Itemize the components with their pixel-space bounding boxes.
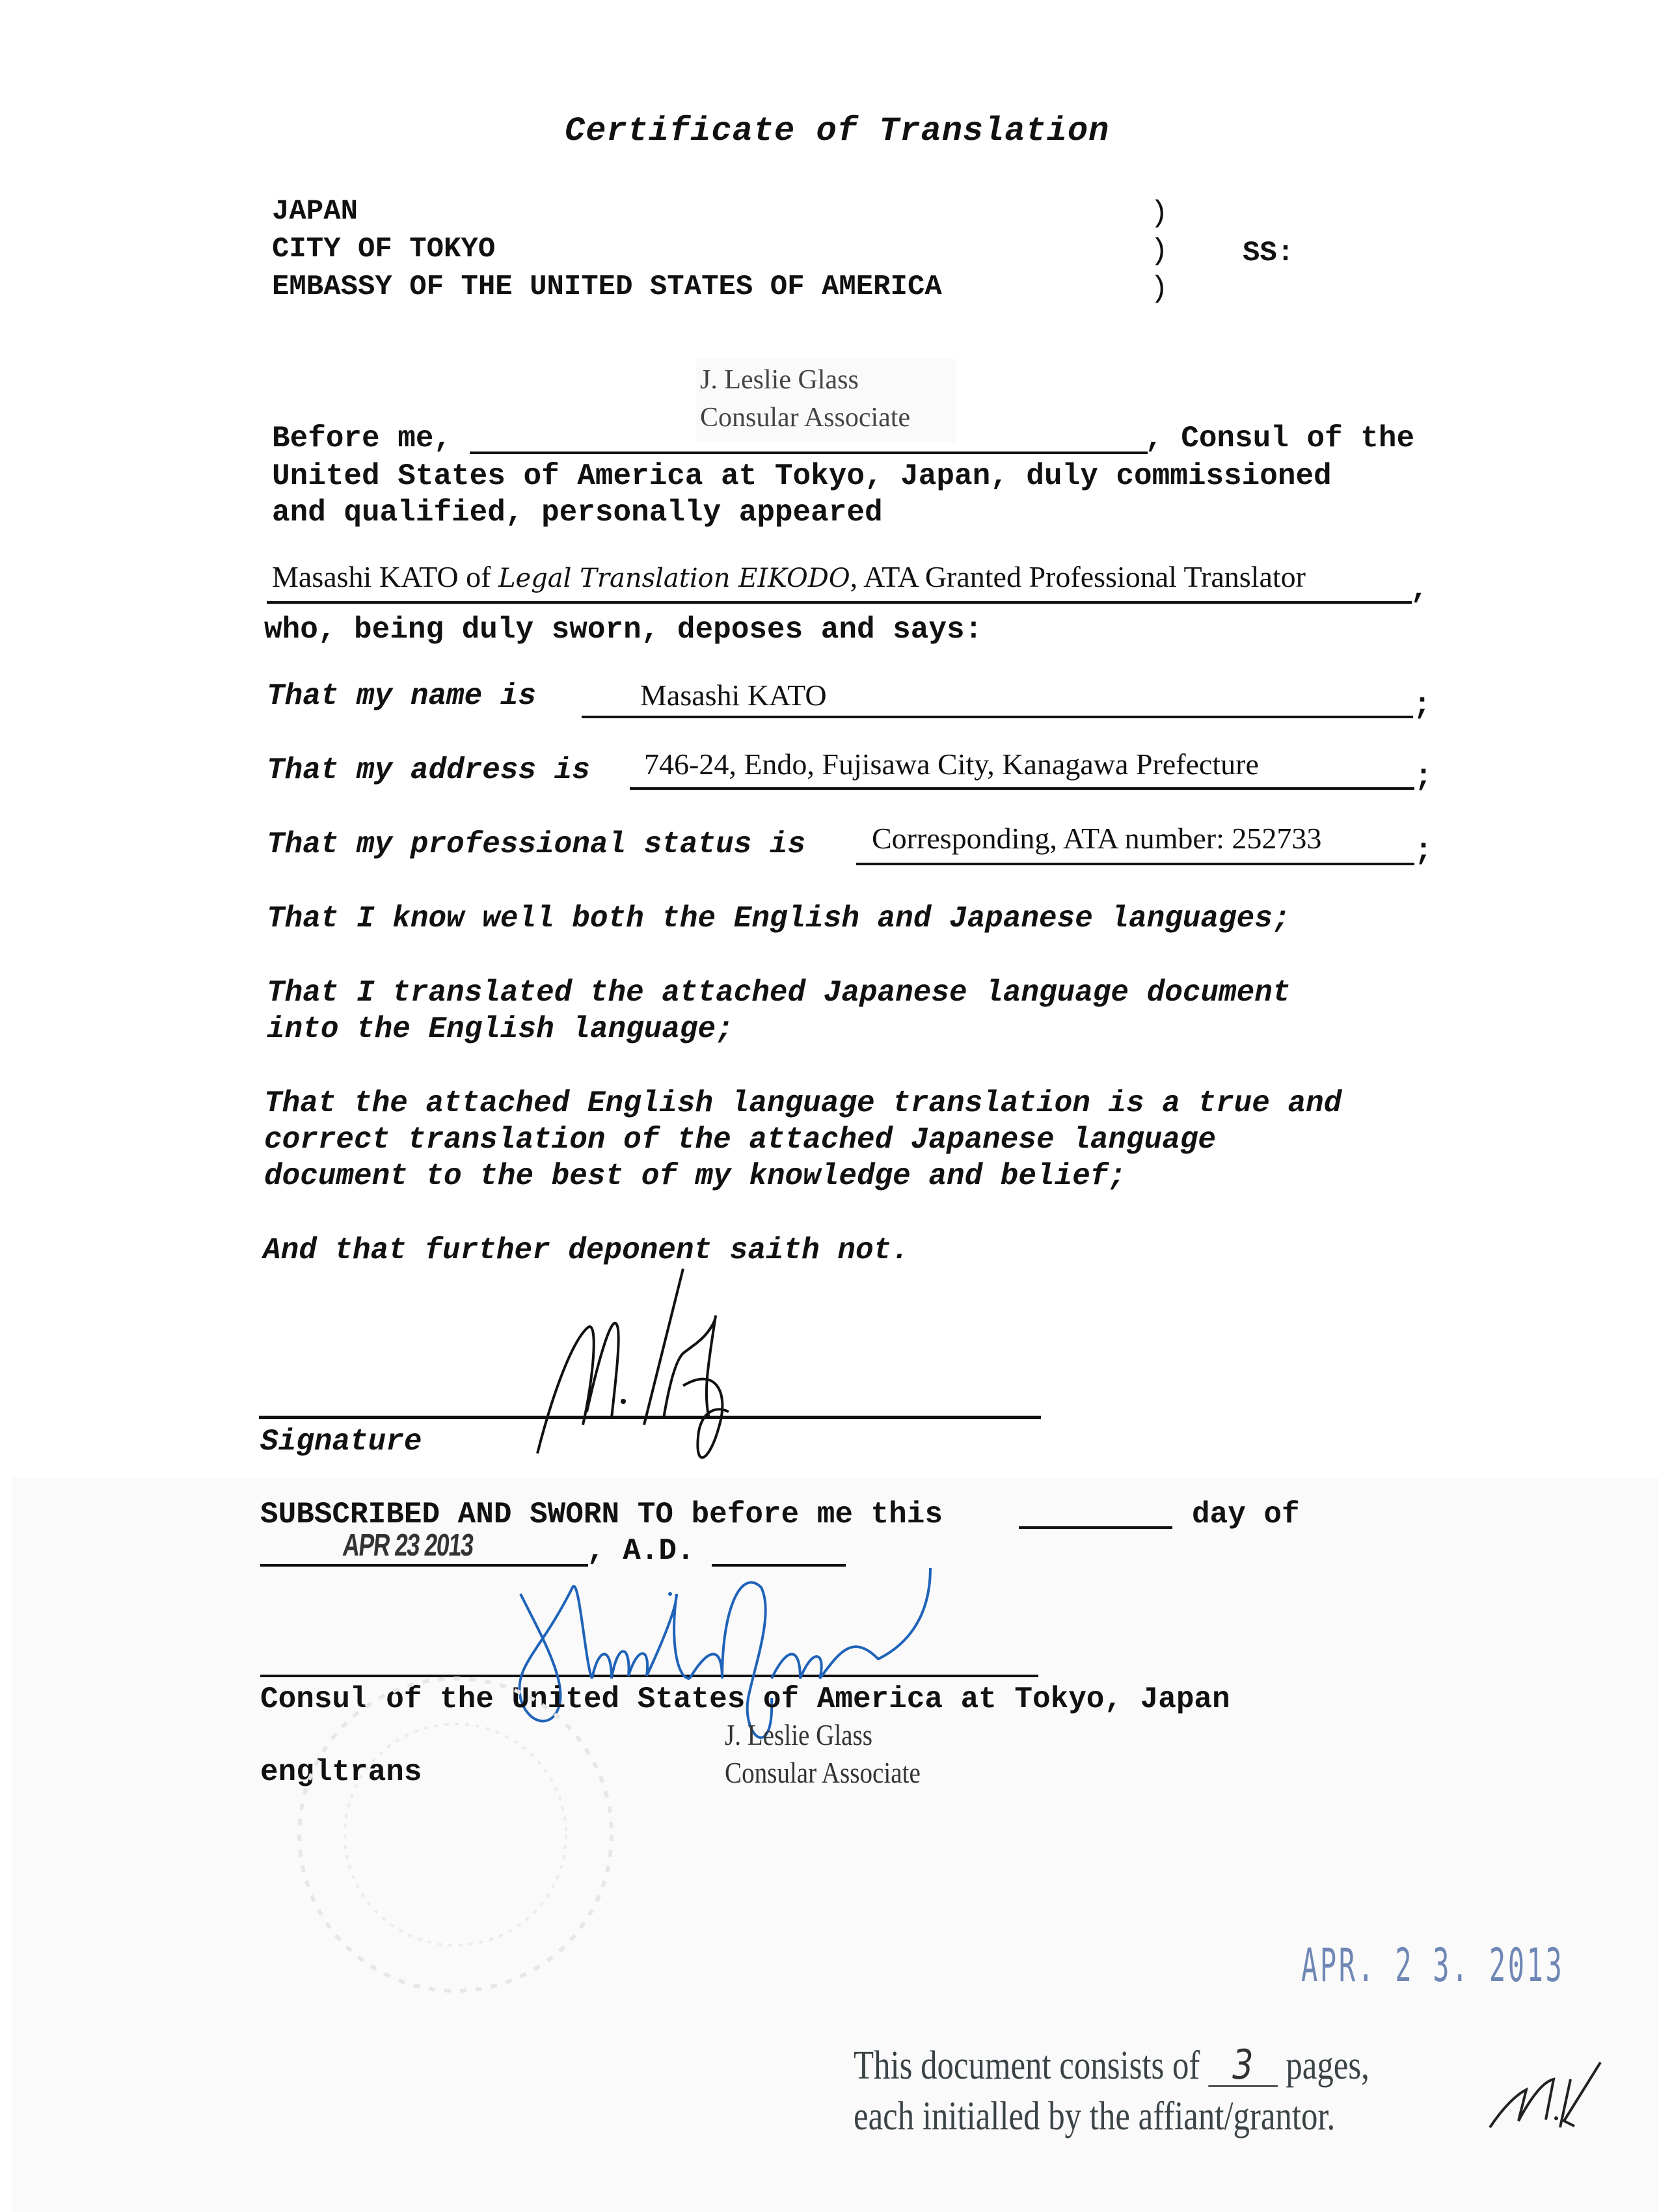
venue-city: CITY OF TOKYO	[272, 233, 496, 265]
consul-name-underline	[470, 452, 1148, 454]
consul-of-the-text: , Consul of the	[1145, 422, 1415, 455]
page-count: 3	[1208, 2045, 1278, 2087]
venue-paren: )	[1150, 234, 1168, 268]
name-underline	[582, 716, 1413, 718]
day-blank	[1019, 1526, 1172, 1529]
received-date-stamp: APR. 2 3. 2013	[1301, 1939, 1565, 1992]
affiant-company-caps: EIKODO	[730, 563, 850, 593]
address-underline	[630, 787, 1414, 790]
jurat-consul-title: Consular Associate	[725, 1756, 921, 1789]
affiant-underline	[267, 601, 1412, 604]
affiant-trailing-comma: ,	[1410, 573, 1429, 606]
form-id: engltrans	[260, 1755, 422, 1789]
affiant-line	[272, 560, 1306, 594]
translated-statement-line-1: That I translated the attached Japanese language document	[267, 976, 1291, 1010]
consul-name: J. Leslie Glass	[700, 365, 859, 395]
venue-embassy: EMBASSY OF THE UNITED STATES OF AMERICA	[272, 271, 942, 303]
document-title: Certificate of Translation	[565, 112, 1110, 150]
name-statement-label: That my name is	[267, 679, 537, 713]
embossed-seal	[286, 1666, 625, 2004]
venue-paren: )	[1150, 196, 1168, 230]
ss-label: SS:	[1243, 237, 1295, 269]
name-semicolon: ;	[1413, 688, 1431, 722]
signature-label: Signature	[260, 1425, 422, 1459]
true-statement-line-3: document to the best of my knowledge and belief;	[264, 1159, 1127, 1193]
affiant-company-handwritten: Legal Translation	[498, 563, 731, 593]
name-statement-value: Masashi KATO	[640, 679, 827, 712]
subscribed-text: SUBSCRIBED AND SWORN TO before me this	[260, 1498, 943, 1531]
before-me-label: Before me,	[272, 422, 452, 455]
preamble-line-2: United States of America at Tokyo, Japan, duly commissioned	[272, 459, 1332, 493]
status-statement-label: That my professional status is	[267, 828, 806, 861]
status-underline	[856, 863, 1414, 865]
venue-country: JAPAN	[272, 195, 358, 228]
page-note-suffix: pages,	[1286, 2043, 1369, 2088]
deposes-line: who, being duly sworn, deposes and says:	[264, 613, 983, 647]
translated-statement-line-2: into the English language;	[267, 1012, 734, 1046]
status-statement-value: Corresponding, ATA number: 252733	[872, 822, 1322, 855]
languages-statement: That I know well both the English and Japanese languages;	[267, 902, 1291, 936]
page-note-prefix: This document consists of	[854, 2043, 1200, 2088]
affiant-initials	[1483, 2043, 1613, 2134]
address-statement-value: 746-24, Endo, Fujisawa City, Kanagawa Prefecture	[644, 748, 1259, 781]
date-stamp: APR 23 2013	[341, 1528, 475, 1563]
consul-title: Consular Associate	[700, 403, 911, 433]
affiant-title: , ATA Granted Professional Translator	[850, 560, 1306, 593]
affiant-name: Masashi KATO of	[272, 560, 498, 593]
preamble-line-3: and qualified, personally appeared	[272, 496, 883, 530]
jurat-consul-name: J. Leslie Glass	[725, 1718, 872, 1751]
status-semicolon: ;	[1414, 834, 1433, 868]
page-note-line-1	[854, 2043, 1369, 2089]
day-of-text: day of	[1192, 1498, 1300, 1531]
consul-line: Consul of the United States of America at Tokyo, Japan	[260, 1682, 1230, 1716]
page-note-line-2: each initialled by the affiant/grantor.	[854, 2094, 1336, 2138]
affiant-signature	[533, 1262, 807, 1470]
ad-text: , A.D.	[587, 1534, 695, 1568]
address-statement-label: That my address is	[267, 753, 590, 787]
venue-paren: )	[1150, 272, 1168, 306]
closing-statement: And that further deponent saith not.	[263, 1234, 910, 1267]
true-statement-line-2: correct translation of the attached Japanese language	[264, 1123, 1217, 1157]
address-semicolon: ;	[1414, 760, 1433, 794]
true-statement-line-1: That the attached English language translation is a true and	[264, 1086, 1342, 1120]
